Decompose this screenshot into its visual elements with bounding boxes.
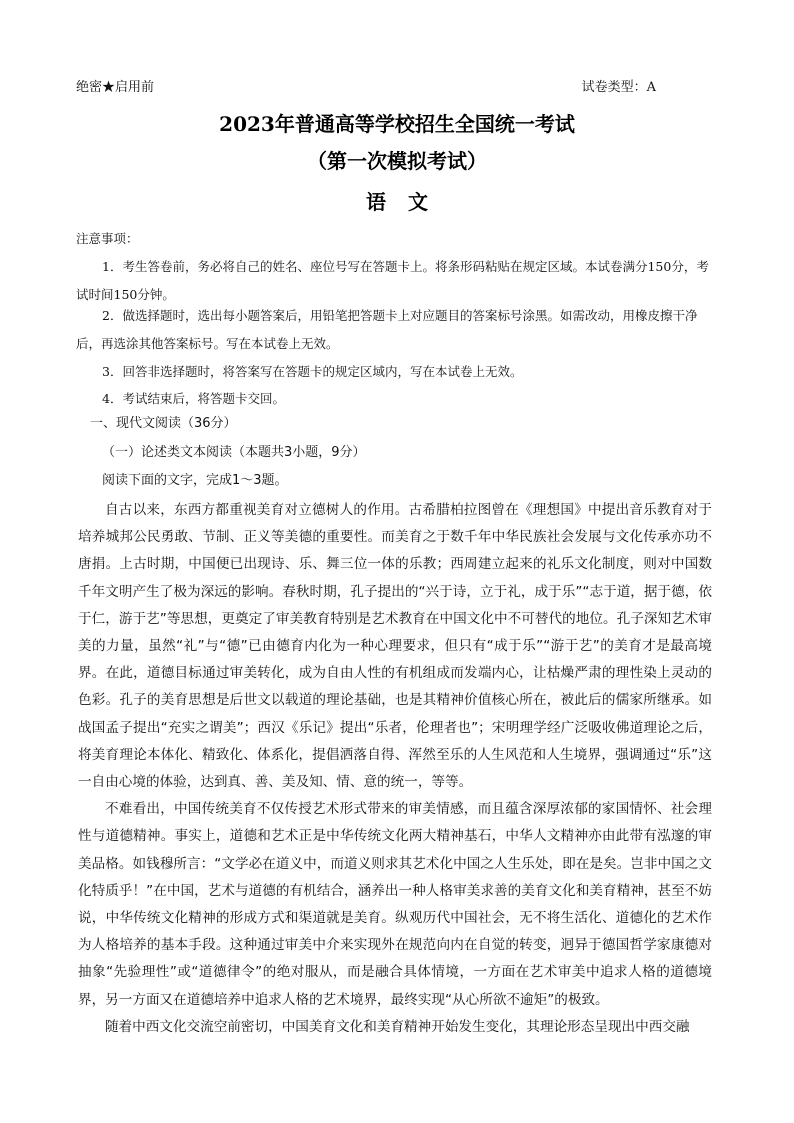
- note-item-2: 2．做选择题时，选出每小题答案后，用铅笔把答题卡上对应题目的答案标号涂黑。如需改动，用橡皮擦干净后，再选涂其他答案标号。写在本试卷上无效。: [76, 308, 698, 351]
- confidential-label: 绝密★启用前: [76, 80, 155, 95]
- exam-subtitle: （第一次模拟考试）: [307, 149, 487, 173]
- passage-paragraph-2: 不难看出，中国传统美育不仅传授艺术形式带来的审美情感，而且蕴含深厚浓郁的家国情怀、社会理性与道德精神。事实上，道德和艺术正是中华传统文化两大精神基石，中华人文精神亦由此带有泓邃的审美品格。如钱穆所言：“文学必在道义中，而道义则求其艺术化中国之人生乐处，即在是矣。岂非中国之文化特质乎！”在中国，艺术与道德的有机结合，涵养出一种人格审美求善的美育文化和美育精神，甚至不妨说，中华传统文化精神的形成方式和渠道就是美育。纵观历代中国社会，无不将生活化、道德化的艺术作为人格培养的基本手段。这种通过审美中介来实现外在规范向内在自觉的转变，迥异于德国哲学家康德对抽象“先验理性”或“道德律令”的绝对服从，而是融合具体情境，一方面在艺术审美中追求人格的道德境界，另一方面又在道德培养中追求人格的艺术境界，最终实现“从心所欲不逾矩”的极致。: [78, 801, 712, 1008]
- reading-passage: [78, 497, 712, 1041]
- passage-paragraph-1: 自古以来，东西方都重视美育对立德树人的作用。古希腊柏拉图曾在《理想国》中提出音乐教育对于培养城邦公民勇敢、节制、正义等美德的重要性。而美育之于数千年中华民族社会发展与文化传承亦功不唐捐。上古时期，中国便已出现诗、乐、舞三位一体的乐教；西周建立起来的礼乐文化制度，则对中国数千年文明产生了极为深远的影响。春秋时期，孔子提出的“兴于诗，立于礼，成于乐”“志于道，据于德，依于仁，游于艺”等思想，更奠定了审美教育特别是艺术教育在中国文化中不可替代的地位。孔子深知艺术审美的力量，虽然“礼”与“德”已由德育内化为一种心理要求，但只有“成于乐”“游于艺”的美育才是最高境界。在此，道德目标通过审美转化，成为自由人性的有机组成而发端内心，让枯燥严肃的理性染上灵动的色彩。孔子的美育思想是后世文以载道的理论基础，也是其精神价值核心所在，被此后的儒家所继承。如战国孟子提出“充实之谓美”；西汉《乐记》提出“乐者，伦理者也”；宋明理学经广泛吸收佛道理论之后，将美育理论本体化、精致化、体系化，提倡洒落自得、浑然至乐的人生风范和人生境界，强调通过“乐”这一自由心境的体验，达到真、善、美及知、情、意的统一，等等。: [78, 502, 712, 791]
- subsection-heading: （一）论述类文本阅读（本题共3小题，9分）: [102, 445, 366, 460]
- reading-instruction: 阅读下面的文字，完成1～3题。: [102, 473, 288, 488]
- section-heading: 一、现代文阅读（36分）: [90, 416, 237, 431]
- notes-heading: 注意事项：: [76, 231, 139, 246]
- subject-title: 语文: [366, 190, 450, 214]
- exam-title: 2023年普通高等学校招生全国统一考试: [219, 112, 575, 136]
- passage-paragraph-3: 随着中西文化交流空前密切，中国美育文化和美育精神开始发生变化，其理论形态呈现出中西交融: [105, 1018, 690, 1035]
- page-header: [76, 76, 656, 98]
- note-item-1: 1．考生答卷前，务必将自己的姓名、座位号写在答题卡上。将条形码粘贴在规定区域。本试卷满分150分，考试时间150分钟。: [76, 259, 709, 302]
- note-item-3: 3．回答非选择题时，将答案写在答题卡的规定区域内，写在本试卷上无效。: [102, 364, 523, 379]
- note-item-4: 4．考试结束后，将答题卡交回。: [102, 391, 285, 406]
- paper-type-label: 试卷类型：A: [581, 80, 656, 95]
